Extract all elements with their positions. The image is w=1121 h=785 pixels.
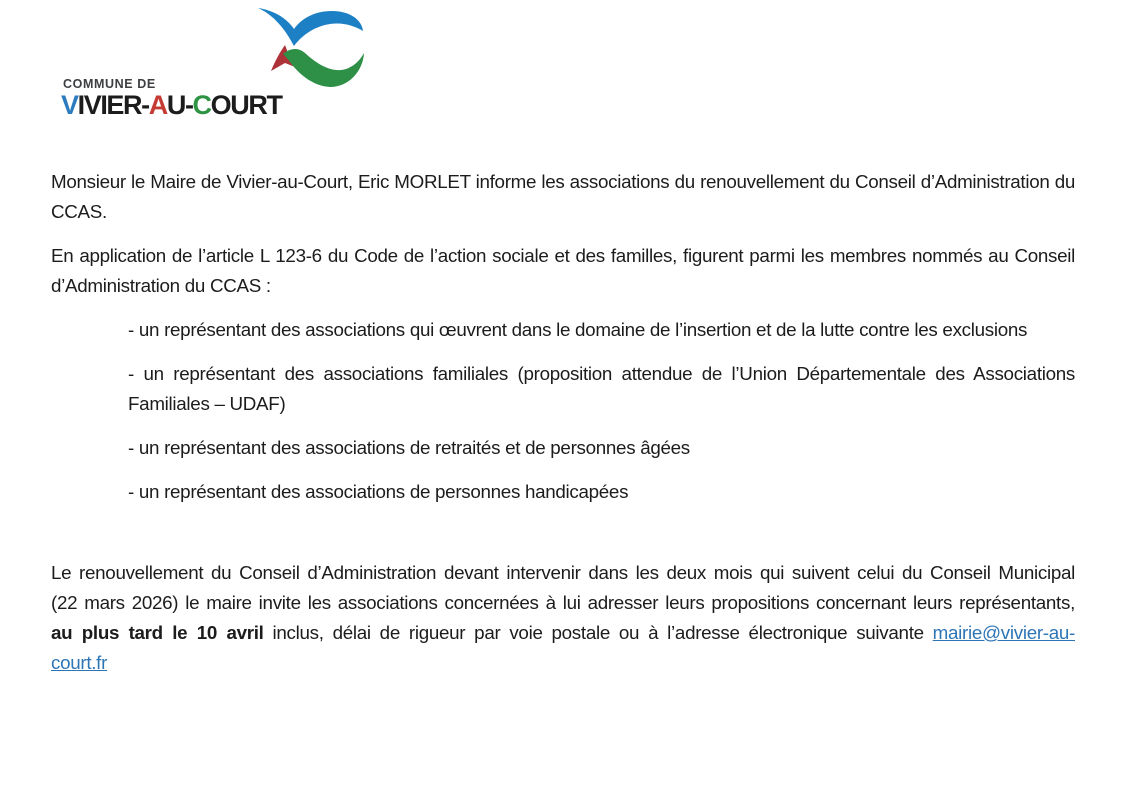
email-link[interactable]: mairie@vivier-au-court.fr — [51, 622, 1075, 673]
logo-letter: A — [148, 89, 167, 120]
vivier-au-court-emblem-icon — [248, 1, 368, 93]
commune-logo — [51, 0, 1075, 150]
logo-letter: IVIER- — [77, 89, 149, 120]
logo-letter: OURT — [210, 89, 282, 120]
bullet-item-insertion: - un représentant des associations qui œuvrent dans le domaine de l’insertion et de la lutte contre les exclusions — [128, 319, 1028, 340]
emblem-blue-swoosh-icon — [258, 8, 363, 46]
logo-commune-name — [61, 89, 282, 120]
bullet-item-familiales: - un représentant des associations familiales (proposition attendue de l’Union Départementale des Associations Familiales – UDAF) — [128, 363, 1075, 414]
legal-intro-paragraph: En application de l’article L 123-6 du Code de l’action sociale et des familles, figurent parmi les membres nommés au Conseil d’Administration du CCAS : — [51, 245, 1075, 296]
closing-paragraph — [51, 558, 1075, 678]
logo-letter: U- — [166, 89, 193, 120]
logo-letter: C — [192, 89, 211, 120]
closing-deadline-bold: au plus tard le 10 avril — [51, 622, 264, 643]
intro-paragraph: Monsieur le Maire de Vivier-au-Court, Eric MORLET informe les associations du renouvellement du Conseil d’Administration du CCAS. — [51, 171, 1075, 222]
logo-commune-de-text: COMMUNE DE — [63, 77, 156, 91]
logo-letter: V — [61, 89, 78, 120]
document-body — [51, 167, 1075, 678]
closing-text-after-bold: inclus, délai de rigueur par voie postale ou à l’adresse électronique suivante — [263, 622, 933, 643]
bullet-item-handicapees: - un représentant des associations de personnes handicapées — [128, 481, 629, 502]
bullet-item-retraites: - un représentant des associations de retraités et de personnes âgées — [128, 437, 690, 458]
emblem-green-swoosh-icon — [283, 49, 364, 87]
closing-text-before-bold: Le renouvellement du Conseil d’Administration devant intervenir dans les deux mois qui suivent celui du Conseil Municipal (22 mars 2026) le maire invite les associations concernées à lui adresser leurs propositions concernant leurs représentants, — [51, 562, 1075, 613]
